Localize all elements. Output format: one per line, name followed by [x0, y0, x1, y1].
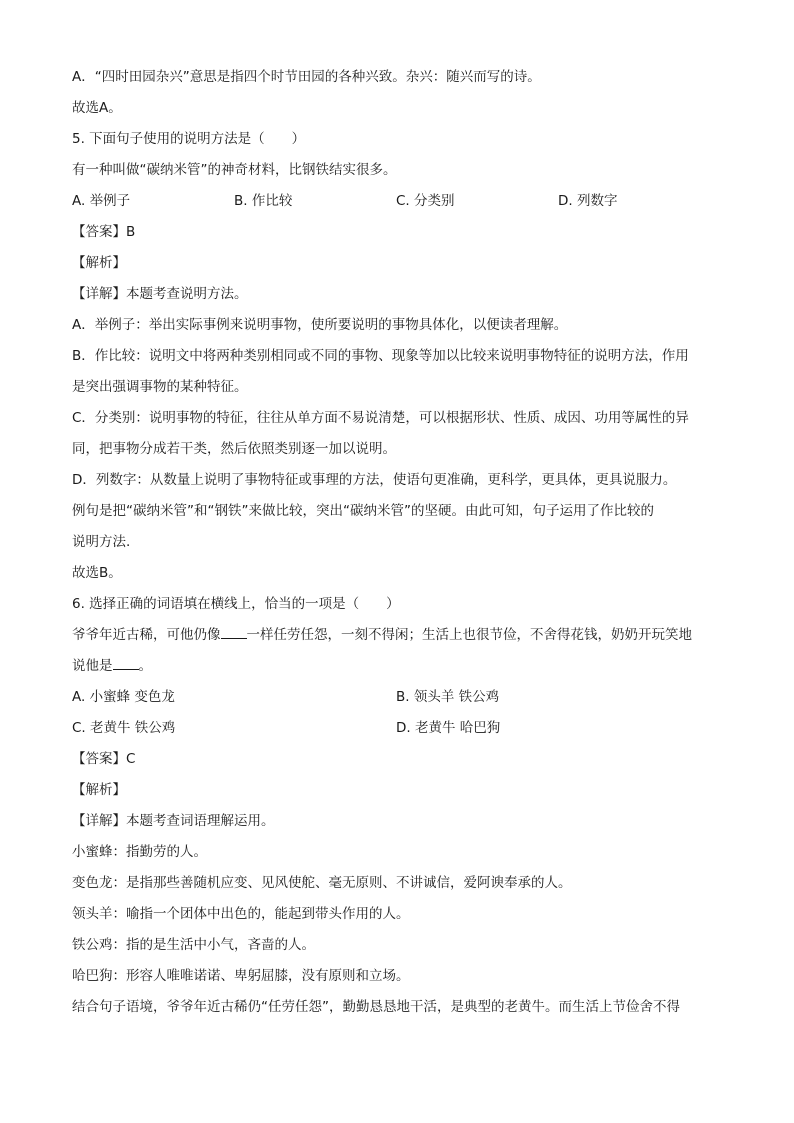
text-line: 领头羊：喻指一个团体中出色的，能起到带头作用的人。	[72, 906, 410, 922]
option-b: B. 领头羊 铁公鸡	[396, 689, 500, 705]
text-line: 小蜜蜂：指勤劳的人。	[72, 844, 207, 860]
text-line: 故选B。	[72, 565, 122, 581]
option-d: D. 列数字	[558, 193, 618, 209]
text-line: D．列数字：从数量上说明了事物特征或事理的方法，使语句更准确，更科学，更具体，更具说服力。	[72, 472, 677, 488]
analysis-label: 【解析】	[72, 255, 126, 271]
option-a: A. 小蜜蜂 变色龙	[72, 689, 175, 705]
text-line: 变色龙：是指那些善随机应变、见风使舵、毫无原则、不讲诚信，爱阿谀奉承的人。	[72, 875, 572, 891]
option-d: D. 老黄牛 哈巴狗	[396, 720, 501, 736]
analysis-label: 【解析】	[72, 782, 126, 798]
question-6-sentence-line-1: 爷爷年近古稀，可他仍像 一样任劳任怨，一刻不得闲；生活上也很节俭，不舍得花钱，奶奶开玩笑地	[72, 620, 722, 651]
answer-label: 【答案】B	[72, 224, 136, 240]
option-b: B. 作比较	[234, 193, 293, 209]
option-c: C. 老黄牛 铁公鸡	[72, 720, 176, 736]
option-a: A. 举例子	[72, 193, 131, 209]
text-line: B．作比较：说明文中将两种类别相同或不同的事物、现象等加以比较来说明事物特征的说明方法，作用	[72, 348, 689, 364]
question-6-sentence-line-2: 说他是 。	[72, 651, 722, 682]
text-line: 是突出强调事物的某种特征。	[72, 379, 248, 395]
detail-line: 【详解】本题考查词语理解运用。	[72, 813, 275, 829]
text-line: 哈巴狗：形容人唯唯诺诺、卑躬屈膝，没有原则和立场。	[72, 968, 410, 984]
text-line: 说明方法.	[72, 534, 131, 550]
text-line: 故选A。	[72, 100, 122, 116]
answer-label: 【答案】C	[72, 751, 136, 767]
question-5-stem: 5. 下面句子使用的说明方法是（ ）	[72, 131, 306, 147]
text-line: 铁公鸡：指的是生活中小气，吝啬的人。	[72, 937, 315, 953]
question-6-stem: 6. 选择正确的词语填在横线上，恰当的一项是（ ）	[72, 596, 400, 612]
detail-line: 【详解】本题考查说明方法。	[72, 286, 248, 302]
fill-blank	[221, 624, 247, 639]
question-5-sentence: 有一种叫做“碳纳米管”的神奇材料，比钢铁结实很多。	[72, 162, 397, 178]
text-line: A．举例子：举出实际事例来说明事物，使所要说明的事物具体化，以便读者理解。	[72, 317, 568, 333]
question-5-options	[72, 186, 722, 217]
text-line: 例句是把“碳纳米管”和“钢铁”来做比较，突出“碳纳米管”的坚硬。由此可知，句子运用了作比较的	[72, 503, 654, 519]
question-6-options-row-2	[72, 713, 722, 744]
fill-blank	[113, 655, 139, 670]
text-line: 结合句子语境，爷爷年近古稀仍“任劳任怨”，勤勤恳恳地干活，是典型的老黄牛。而生活上节俭舍不得	[72, 999, 680, 1015]
text-line: A．“四时田园杂兴”意思是指四个时节田园的各种兴致。杂兴：随兴而写的诗。	[72, 69, 541, 85]
text-line: C．分类别：说明事物的特征，往往从单方面不易说清楚，可以根据形状、性质、成因、功用等属性的异	[72, 410, 689, 426]
text-line: 同，把事物分成若干类，然后依照类别逐一加以说明。	[72, 441, 396, 457]
question-6-options-row-1	[72, 682, 722, 713]
option-c: C. 分类别	[396, 193, 455, 209]
document-page	[72, 62, 722, 1023]
